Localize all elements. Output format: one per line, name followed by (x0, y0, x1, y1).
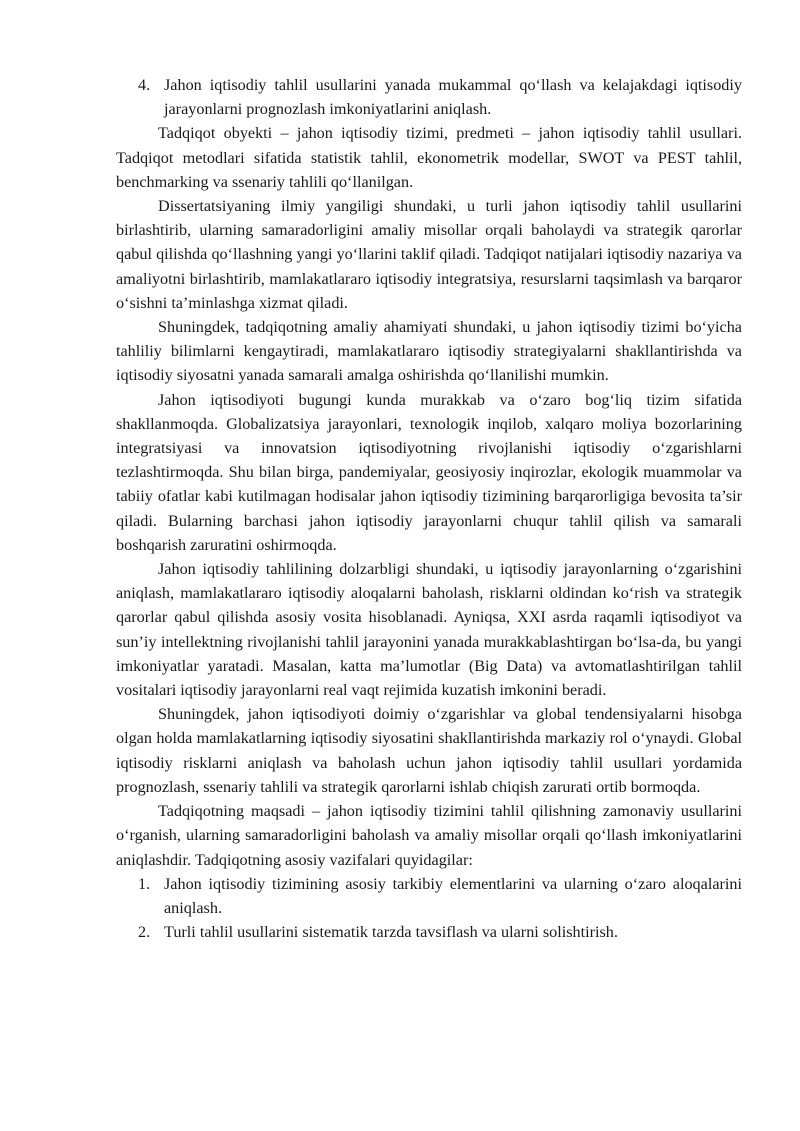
paragraph-world-economy: Jahon iqtisodiyoti bugungi kunda murakkab va o‘zaro bog‘liq tizim sifatida shakllanmoqda. Globalizatsiya jarayonlari, texnologik inqilob, xalqaro moliya bozorlarining integratsiyasi va innovatsion iqtisodiyotning rivojlanishi iqtisodiy o‘zgarishlarni tezlashtirmoqda. Shu bilan birga, pandemiyalar, geosiyosiy inqirozlar, ekologik muammolar va tabiiy ofatlar kabi kutilmagan hodisalar jahon iqtisodiy tizimining barqarorligiga bevosita ta’sir qiladi. Bularning barchasi jahon iqtisodiy jarayonlarni chuqur tahlil qilish va samarali boshqarish zaruratini oshirmoqda. (116, 390, 742, 554)
list-item-text: Jahon iqtisodiy tahlil usullarini yanada mukammal qo‘llash va kelajakdagi iqtisodiy jarayonlarni prognozlash imkoniyatlarini aniqlash. (164, 76, 742, 119)
list-number: 2. (138, 923, 151, 942)
document-page (116, 73, 742, 944)
list-item-task-2 (116, 920, 742, 944)
paragraph-practical-significance: Shuningdek, tadqiqotning amaliy ahamiyati shundaki, u jahon iqtisodiy tizimi bo‘yicha tahliliy bilimlarni kengaytiradi, mamlakatlararo iqtisodiy strategiyalarni shakllantirishda va iqtisodiy siyosatni yanada samarali amalga oshirishda qo‘llanilishi mumkin. (116, 318, 742, 385)
list-number: 4. (138, 76, 151, 94)
list-item-text: Turli tahlil usullarini sistematik tarzda tavsiflash va ularni solishtirish. (164, 923, 618, 942)
paragraph-scientific-novelty: Dissertatsiyaning ilmiy yangiligi shundaki, u turli jahon iqtisodiy tahlil usullarini birlashtirib, ularning samaradorligini amaliy misollar orqali baholaydi va strategik qarorlar qabul qilishda qo‘llashning yangi yo‘llarini taklif qiladi. Tadqiqot natijalari iqtisodiy nazariya va amaliyotni birlashtirib, mamlakatlararo iqtisodiy integratsiya, resurslarni taqsimlash va barqaror o‘sishni ta’minlashga xizmat qiladi. (116, 197, 742, 312)
paragraph-research-goal: Tadqiqotning maqsadi – jahon iqtisodiy tizimini tahlil qilishning zamonaviy usullarini o‘rganish, ularning samaradorligini baholash va amaliy misollar orqali qo‘llash imkoniyatlarini aniqlashdir. Tadqiqotning asosiy vazifalari quyidagilar: (116, 802, 742, 869)
list-item-text: Jahon iqtisodiy tizimining asosiy tarkibiy elementlarini va ularning o‘zaro aloqalarini aniqlash. (164, 874, 742, 917)
paragraph-global-trends: Shuningdek, jahon iqtisodiyoti doimiy o‘zgarishlar va global tendensiyalarni hisobga olgan holda mamlakatlarning iqtisodiy siyosatini shakllantirishda markaziy rol o‘ynaydi. Global iqtisodiy risklarni aniqlash va baholash uchun jahon iqtisodiy tahlil usullari yordamida prognozlash, ssenariy tahlili va strategik qarorlarni ishlab chiqish zarurati ortib bormoqda. (116, 705, 742, 796)
list-item-task-1 (116, 872, 742, 920)
paragraph-research-object: Tadqiqot obyekti – jahon iqtisodiy tizimi, predmeti – jahon iqtisodiy tahlil usullari. Tadqiqot metodlari sifatida statistik tahlil, ekonometrik modellar, SWOT va PEST tahlil, benchmarking va ssenariy tahlili qo‘llanilgan. (116, 124, 742, 191)
list-number: 1. (138, 874, 151, 893)
paragraph-relevance: Jahon iqtisodiy tahlilining dolzarbligi shundaki, u iqtisodiy jarayonlarning o‘zgarishini aniqlash, mamlakatlararo iqtisodiy aloqalarni baholash, risklarni oldindan ko‘rish va strategik qarorlar qabul qilishda asosiy vosita hisoblanadi. Ayniqsa, XXI asrda raqamli iqtisodiyot va sun’iy intellektning rivojlanishi tahlil jarayonini yanada murakkablashtirgan bo‘lsa-da, bu yangi imkoniyatlar yaratadi. Masalan, katta ma’lumotlar (Big Data) va avtomatlashtirilgan tahlil vositalari iqtisodiy jarayonlarni real vaqt rejimida kuzatish imkonini beradi. (116, 560, 742, 700)
list-item-objective-4 (116, 73, 742, 121)
